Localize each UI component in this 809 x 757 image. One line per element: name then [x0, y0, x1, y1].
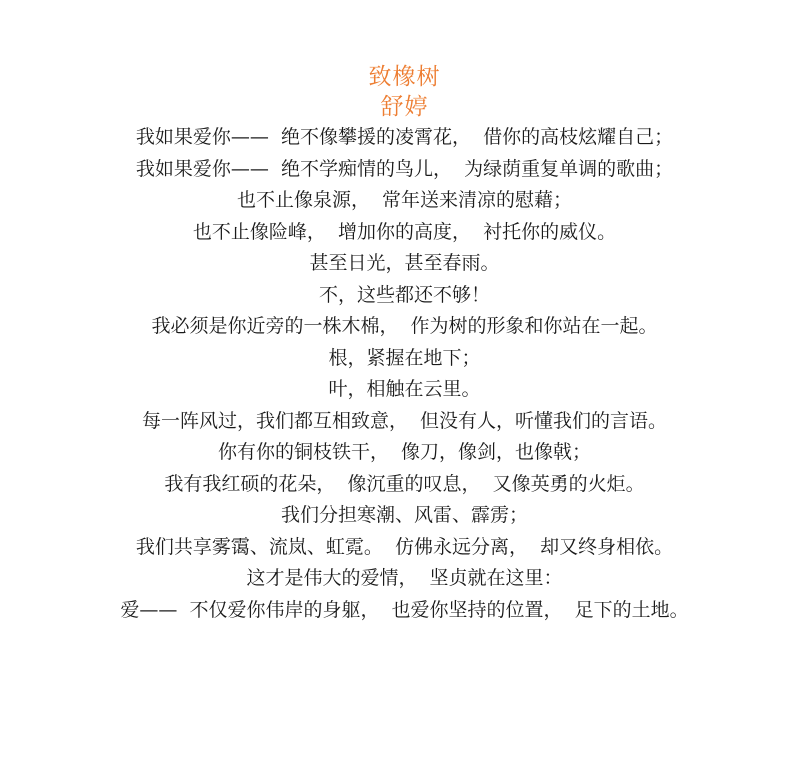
- poem-title: 致橡树: [368, 64, 441, 90]
- poem-line: 也不止像险峰， 增加你的高度， 衬托你的威仪。: [192, 220, 617, 243]
- poem-line: 我们分担寒潮、风雷、霹雳；: [280, 504, 528, 526]
- poem-line: 不，这些都还不够！: [318, 283, 490, 306]
- poem-line: 根，紧握在地下；: [328, 346, 481, 369]
- poem-line: 爱—— 不仅爱你伟岸的身躯， 也爱你坚持的位置， 足下的土地。: [120, 598, 689, 621]
- poem-author: 舒婷: [380, 94, 429, 120]
- poem-line: 我如果爱你—— 绝不学痴情的鸟儿， 为绿荫重复单调的歌曲；: [135, 157, 674, 180]
- poem-line: 我必须是你近旁的一株木棉， 作为树的形象和你站在一起。: [151, 315, 658, 337]
- poem-line: 甚至日光，甚至春雨。: [309, 252, 500, 274]
- poem-line: 每一阵风过，我们都互相致意， 但没有人，听懂我们的言语。: [141, 409, 668, 432]
- poem-line: 这才是伟大的爱情， 坚贞就在这里：: [246, 567, 563, 589]
- poem-line: 也不止像泉源， 常年送来清凉的慰藉；: [236, 189, 573, 211]
- poem-page: [0, 62, 809, 626]
- poem-line: 你有你的铜枝铁干， 像刀，像剑，也像戟；: [217, 441, 592, 463]
- poem-line: 我如果爱你—— 绝不像攀援的凌霄花， 借你的高枝炫耀自己；: [135, 126, 674, 148]
- poem-line: 我有我红硕的花朵， 像沉重的叹息， 又像英勇的火炬。: [164, 472, 645, 495]
- poem-line: 叶，相触在云里。: [328, 378, 481, 400]
- poem-body: [0, 122, 809, 626]
- poem-line: 我们共享雾霭、流岚、虹霓。 仿佛永远分离， 却又终身相依。: [135, 535, 674, 558]
